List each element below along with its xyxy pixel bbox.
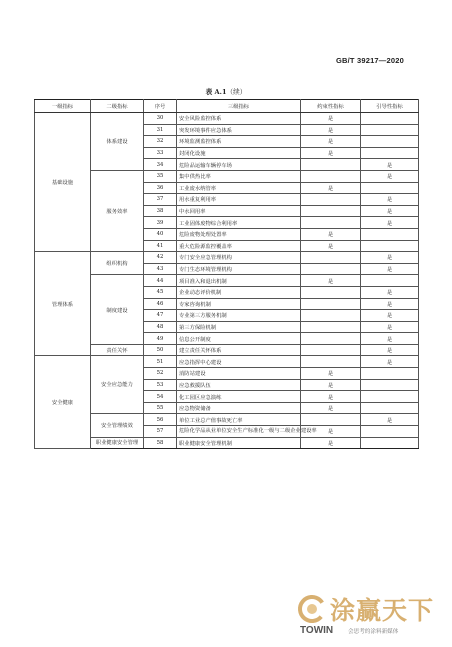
level3-cell: 专业第三方服务机制 xyxy=(177,310,301,322)
standard-code: GB/T 39217—2020 xyxy=(335,56,404,65)
serial-cell: 33 xyxy=(144,147,177,159)
serial-cell: 38 xyxy=(144,205,177,217)
binding-cell: 是 xyxy=(301,402,361,414)
serial-cell: 40 xyxy=(144,228,177,240)
binding-cell xyxy=(301,310,361,322)
serial-cell: 45 xyxy=(144,286,177,298)
watermark-brand-cn: 涂赢天下 xyxy=(330,596,435,625)
level3-cell: 用水重复利用率 xyxy=(177,194,301,206)
binding-cell xyxy=(301,194,361,206)
table-row xyxy=(35,414,419,426)
watermark xyxy=(296,591,446,639)
brand-logo-icon xyxy=(296,593,328,625)
level3-cell: 应急指挥中心建设 xyxy=(177,356,301,368)
level3-cell: 项目准入和退出机制 xyxy=(177,275,301,287)
serial-cell: 52 xyxy=(144,368,177,380)
serial-cell: 36 xyxy=(144,182,177,194)
header-level3: 三级指标 xyxy=(177,100,301,113)
serial-cell: 42 xyxy=(144,252,177,264)
guiding-cell: 是 xyxy=(361,344,419,356)
binding-cell: 是 xyxy=(301,379,361,391)
guiding-cell xyxy=(361,368,419,380)
binding-cell: 是 xyxy=(301,426,361,438)
level3-cell: 专家咨询机制 xyxy=(177,298,301,310)
level1-cell: 管理体系 xyxy=(35,252,91,356)
table-row xyxy=(35,252,419,264)
serial-cell: 58 xyxy=(144,437,177,449)
serial-cell: 43 xyxy=(144,263,177,275)
serial-cell: 48 xyxy=(144,321,177,333)
level3-cell: 第三方保险机制 xyxy=(177,321,301,333)
serial-cell: 56 xyxy=(144,414,177,426)
level3-cell: 安全风险监控体系 xyxy=(177,113,301,125)
binding-cell: 是 xyxy=(301,124,361,136)
binding-cell xyxy=(301,205,361,217)
serial-cell: 54 xyxy=(144,391,177,403)
table-row xyxy=(35,170,419,182)
serial-cell: 50 xyxy=(144,344,177,356)
level3-cell: 化工园区应急演练 xyxy=(177,391,301,403)
binding-cell: 是 xyxy=(301,113,361,125)
serial-cell: 53 xyxy=(144,379,177,391)
level3-cell: 环境监测监控体系 xyxy=(177,136,301,148)
table-row xyxy=(35,356,419,368)
level2-cell: 安全应急能力 xyxy=(91,356,144,414)
level2-cell: 责任关怀 xyxy=(91,344,144,356)
guiding-cell xyxy=(361,136,419,148)
table-caption-suffix: （续） xyxy=(226,88,247,96)
level3-cell: 应急物资储备 xyxy=(177,402,301,414)
table-row xyxy=(35,113,419,125)
table-header-row xyxy=(35,100,419,113)
serial-cell: 39 xyxy=(144,217,177,229)
guiding-cell xyxy=(361,402,419,414)
level3-cell: 危险废物处理处置率 xyxy=(177,228,301,240)
guiding-cell: 是 xyxy=(361,252,419,264)
level3-cell: 企业动态评价机制 xyxy=(177,286,301,298)
level3-cell: 应急救援队伍 xyxy=(177,379,301,391)
binding-cell: 是 xyxy=(301,437,361,449)
binding-cell xyxy=(301,414,361,426)
guiding-cell: 是 xyxy=(361,310,419,322)
binding-cell xyxy=(301,159,361,171)
serial-cell: 44 xyxy=(144,275,177,287)
level2-cell: 组织机构 xyxy=(91,252,144,275)
level3-cell: 建立责任关怀体系 xyxy=(177,344,301,356)
binding-cell: 是 xyxy=(301,275,361,287)
header-serial: 序号 xyxy=(144,100,177,113)
watermark-brand-en: TOWIN xyxy=(300,625,334,636)
guiding-cell: 是 xyxy=(361,170,419,182)
binding-cell xyxy=(301,286,361,298)
guiding-cell: 是 xyxy=(361,333,419,345)
guiding-cell: 是 xyxy=(361,159,419,171)
table-row xyxy=(35,344,419,356)
binding-cell xyxy=(301,321,361,333)
indicator-table xyxy=(34,99,419,449)
watermark-slogan: 会思考的涂料新媒体 xyxy=(348,629,399,635)
guiding-cell: 是 xyxy=(361,286,419,298)
level3-cell: 集中供热比率 xyxy=(177,170,301,182)
guiding-cell xyxy=(361,379,419,391)
header-level2: 二级指标 xyxy=(91,100,144,113)
level3-cell: 工业固体废物综合利用率 xyxy=(177,217,301,229)
binding-cell: 是 xyxy=(301,240,361,252)
binding-cell: 是 xyxy=(301,182,361,194)
level3-cell: 单位工业总产值事故死亡率 xyxy=(177,414,301,426)
level2-cell: 职业健康安全管理 xyxy=(91,437,144,449)
level1-cell: 基础设施 xyxy=(35,113,91,252)
guiding-cell xyxy=(361,275,419,287)
level3-cell: 专门安全应急管理机构 xyxy=(177,252,301,264)
table-caption-label: 表 A.1 xyxy=(205,88,227,96)
binding-cell xyxy=(301,333,361,345)
level3-cell: 职业健康安全管理机制 xyxy=(177,437,301,449)
level3-cell: 消防站建设 xyxy=(177,368,301,380)
serial-cell: 49 xyxy=(144,333,177,345)
binding-cell xyxy=(301,252,361,264)
level3-cell: 重大危险源监控覆盖率 xyxy=(177,240,301,252)
table-row xyxy=(35,437,419,449)
level3-cell: 工业废水纳管率 xyxy=(177,182,301,194)
binding-cell: 是 xyxy=(301,391,361,403)
binding-cell: 是 xyxy=(301,228,361,240)
binding-cell xyxy=(301,356,361,368)
header-level1: 一级指标 xyxy=(35,100,91,113)
serial-cell: 30 xyxy=(144,113,177,125)
guiding-cell: 是 xyxy=(361,217,419,229)
guiding-cell: 是 xyxy=(361,356,419,368)
level2-cell: 服务效率 xyxy=(91,170,144,251)
serial-cell: 37 xyxy=(144,194,177,206)
binding-cell: 是 xyxy=(301,147,361,159)
serial-cell: 47 xyxy=(144,310,177,322)
binding-cell xyxy=(301,170,361,182)
level3-cell: 专门生态环境管理机构 xyxy=(177,263,301,275)
guiding-cell: 是 xyxy=(361,205,419,217)
guiding-cell xyxy=(361,228,419,240)
guiding-cell xyxy=(361,124,419,136)
guiding-cell xyxy=(361,182,419,194)
serial-cell: 31 xyxy=(144,124,177,136)
serial-cell: 32 xyxy=(144,136,177,148)
level1-cell: 安全健康 xyxy=(35,356,91,449)
guiding-cell: 是 xyxy=(361,414,419,426)
guiding-cell xyxy=(361,113,419,125)
serial-cell: 35 xyxy=(144,170,177,182)
binding-cell: 是 xyxy=(301,136,361,148)
guiding-cell xyxy=(361,426,419,438)
header-guiding: 引导性指标 xyxy=(361,100,419,113)
level3-cell: 中水回用率 xyxy=(177,205,301,217)
guiding-cell xyxy=(361,240,419,252)
level2-cell: 安全管理绩效 xyxy=(91,414,144,437)
guiding-cell: 是 xyxy=(361,263,419,275)
level3-cell: 危险化学品从业单位安全生产标准化一级与二级企业建设率 xyxy=(177,426,301,438)
serial-cell: 55 xyxy=(144,402,177,414)
binding-cell xyxy=(301,263,361,275)
guiding-cell xyxy=(361,391,419,403)
guiding-cell: 是 xyxy=(361,194,419,206)
serial-cell: 57 xyxy=(144,426,177,438)
binding-cell xyxy=(301,344,361,356)
guiding-cell xyxy=(361,147,419,159)
binding-cell: 是 xyxy=(301,368,361,380)
level3-cell: 突发环境事件应急体系 xyxy=(177,124,301,136)
header-binding: 约束性指标 xyxy=(301,100,361,113)
level3-cell: 危险品运输车辆停车场 xyxy=(177,159,301,171)
binding-cell xyxy=(301,217,361,229)
guiding-cell xyxy=(361,437,419,449)
table-row xyxy=(35,275,419,287)
serial-cell: 41 xyxy=(144,240,177,252)
table-caption xyxy=(0,86,452,96)
serial-cell: 46 xyxy=(144,298,177,310)
level3-cell: 信息公开制度 xyxy=(177,333,301,345)
serial-cell: 34 xyxy=(144,159,177,171)
binding-cell xyxy=(301,298,361,310)
level3-cell: 封闭化设施 xyxy=(177,147,301,159)
level2-cell: 制度建设 xyxy=(91,275,144,345)
serial-cell: 51 xyxy=(144,356,177,368)
guiding-cell: 是 xyxy=(361,298,419,310)
guiding-cell: 是 xyxy=(361,321,419,333)
level2-cell: 体系建设 xyxy=(91,113,144,171)
